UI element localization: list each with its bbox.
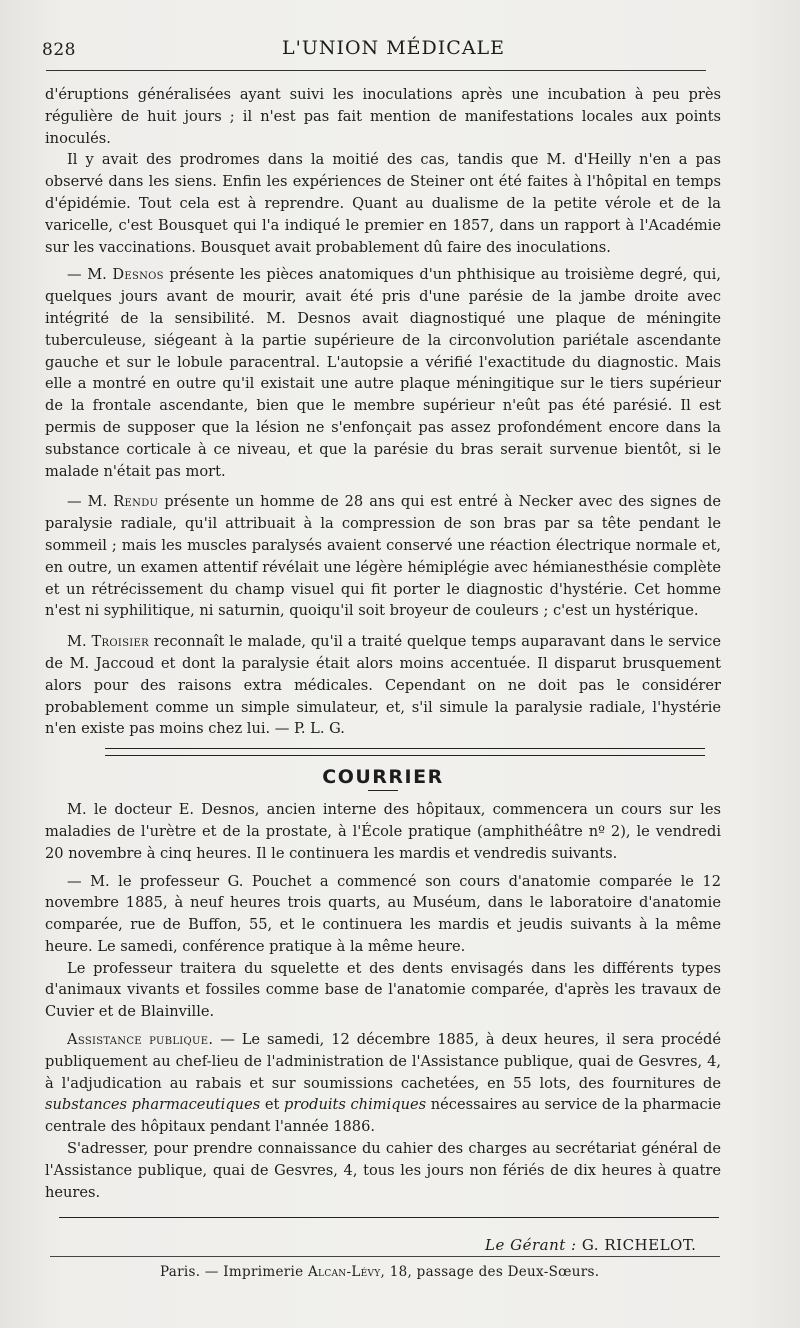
paragraph-text: et (260, 1096, 284, 1114)
paragraph-prodromes: Il y avait des prodromes dans la moitié des cas, tandis que M. d'Heilly n'en a pas observé dans les siens. Enfin les expériences de Steiner ont été faites à l'hôpital en temps d'épidémie. Tout cela est à reprendre. Quant au dualisme de la petite vérole et de la varicelle, c'est Bousquet qui l'a indiqué le premier en 1857, dans un rapport à l'Académie sur les vaccinations. Bousquet avait probablement dû faire des inoculations. (45, 151, 721, 256)
dash-lead: — M. (67, 493, 114, 511)
italic-substances: substances pharmaceutiques (45, 1096, 261, 1114)
courrier-contact: S'adresser, pour prendre connaissance du cahier des charges au secrétariat général de l'Assistance publique, quai de Gesvres, 4, tous les jours non fériés de dix heures à quatre heures. (45, 1140, 721, 1201)
paragraph-gap (45, 482, 721, 491)
paragraph-continuation: d'éruptions généralisées ayant suivi les inoculations après une incubation à peu près régulière de huit jours ; il n'est pas fait mention de manifestations locales aux points inoculés. (45, 86, 721, 147)
section-double-rule (105, 748, 705, 756)
section-title: COURRIER (322, 766, 444, 789)
assistance-label: Assistance publique. (67, 1031, 214, 1049)
paragraph-text: nécessaires au service de la pharmacie centrale des hôpitaux pendant l'année 1886. (45, 1096, 721, 1136)
gerant-label: Le Gérant : (485, 1236, 577, 1254)
gerant-line (485, 1236, 696, 1254)
header-rule (46, 70, 706, 71)
lead: M. (67, 633, 92, 651)
paragraph-text: — Le samedi, 12 décembre 1885, à deux heures, il sera procédé publiquement au chef-lieu de l'administration de l'Assistance publique, quai de Gesvres, 4, à l'adjudication au rabais et sur soumissions cachetées, en 55 lots, des fournitures de (45, 1031, 721, 1092)
speaker-name: Desnos (112, 266, 164, 284)
courrier-pouchet-topics: Le professeur traitera du squelette et des dents envisagés dans les différents types d'animaux vivants et fossiles comme base de l'anatomie comparée, d'après les travaux de Cuvier et de Blainville. (45, 959, 721, 1021)
imprint-text: , 18, passage des Deux-Sœurs. (380, 1264, 600, 1280)
paragraph-troisier (45, 631, 721, 740)
speaker-name: Troisier (91, 633, 149, 651)
paragraph-rendu (45, 491, 721, 622)
bottom-rule (59, 1217, 719, 1218)
paragraph-text: présente un homme de 28 ans qui est entré à Necker avec des signes de paralysie radiale, qu'il attribuait à la compression de son bras par sa tête pendant le sommeil ; mais les muscles paralysés avaient conservé une réaction électrique normale et, en outre, un examen attentif révélait une légère hémiplégie avec hémianesthésie complète et un rétrécissement du champ visuel qui fit porter le diagnostic d'hystérie. Cet homme n'est ni syphilitique, ni saturnin, quoiqu'il soit broyeur de couleurs ; c'est un hystérique. (45, 493, 721, 620)
page-header (42, 36, 722, 62)
footer-rule (50, 1256, 720, 1257)
courrier-desnos-course: M. le docteur E. Desnos, ancien interne des hôpitaux, commencera un cours sur les maladies de l'urètre et de la prostate, à l'École pratique (amphithéâtre nº 2), le vendredi 20 novembre à cinq heures. Il le continuera les mardis et vendredis suivants. (45, 801, 721, 862)
dash-lead: — M. (67, 266, 113, 284)
courrier-assistance-publique (45, 1029, 721, 1138)
page-body (45, 84, 721, 1218)
gerant-name: G. RICHELOT. (576, 1236, 697, 1254)
page-number: 828 (42, 40, 76, 60)
running-title: L'UNION MÉDICALE (282, 37, 506, 59)
paragraph-text: reconnaît le malade, qu'il a traité quelque temps auparavant dans le service de M. Jaccoud et dont la paralysie était alors moins accentuée. Il disparut brusquement alors pour des raisons extra médicales. Cependant on ne doit pas le considérer probablement comme un simple simulateur, et, s'il simule la paralysie radiale, l'hystérie n'en existe pas moins chez lui. — P. L. G. (45, 633, 721, 738)
paragraph-desnos (45, 264, 721, 482)
speaker-name: Rendu (113, 493, 159, 511)
italic-produits: produits chimiques (284, 1096, 427, 1114)
paragraph-text: présente les pièces anatomiques d'un phthisique au troisième degré, qui, quelques jours avant de mourir, avait été pris d'une parésie de la jambe droite avec intégrité de la sensibilité. M. Desnos avait diagnostiqué une plaque de méningite tuberculeuse, siégeant à la partie supérieure de la circonvolution pariétale ascendante gauche et sur le lobule paracentral. L'autopsie a vérifié l'exactitude du diagnostic. Mais elle a montré en outre qu'il existait une autre plaque méningitique sur le tiers supérieur de la frontale ascendante, bien que le membre supérieur n'eût pas été parésié. Il est permis de supposer que la lésion ne s'enfonçait pas assez profondément encore dans la substance corticale à ce niveau, et que la parésie du bras serait survenue bientôt, si le malade n'était pas mort. (45, 266, 721, 480)
printer-name: Alcan-Lévy (308, 1264, 381, 1280)
printer-imprint (160, 1264, 599, 1280)
courrier-pouchet-course: — M. le professeur G. Pouchet a commencé son cours d'anatomie comparée le 12 novembre 1885, à neuf heures trois quarts, au Muséum, dans le laboratoire d'anatomie comparée, rue de Buffon, 55, et le continuera les mardis et jeudis suivants à la même heure. Le samedi, conférence pratique à la même heure. (45, 872, 721, 955)
title-dash (368, 790, 398, 791)
imprint-text: Paris. — Imprimerie (160, 1264, 308, 1280)
paragraph-gap (45, 622, 721, 631)
